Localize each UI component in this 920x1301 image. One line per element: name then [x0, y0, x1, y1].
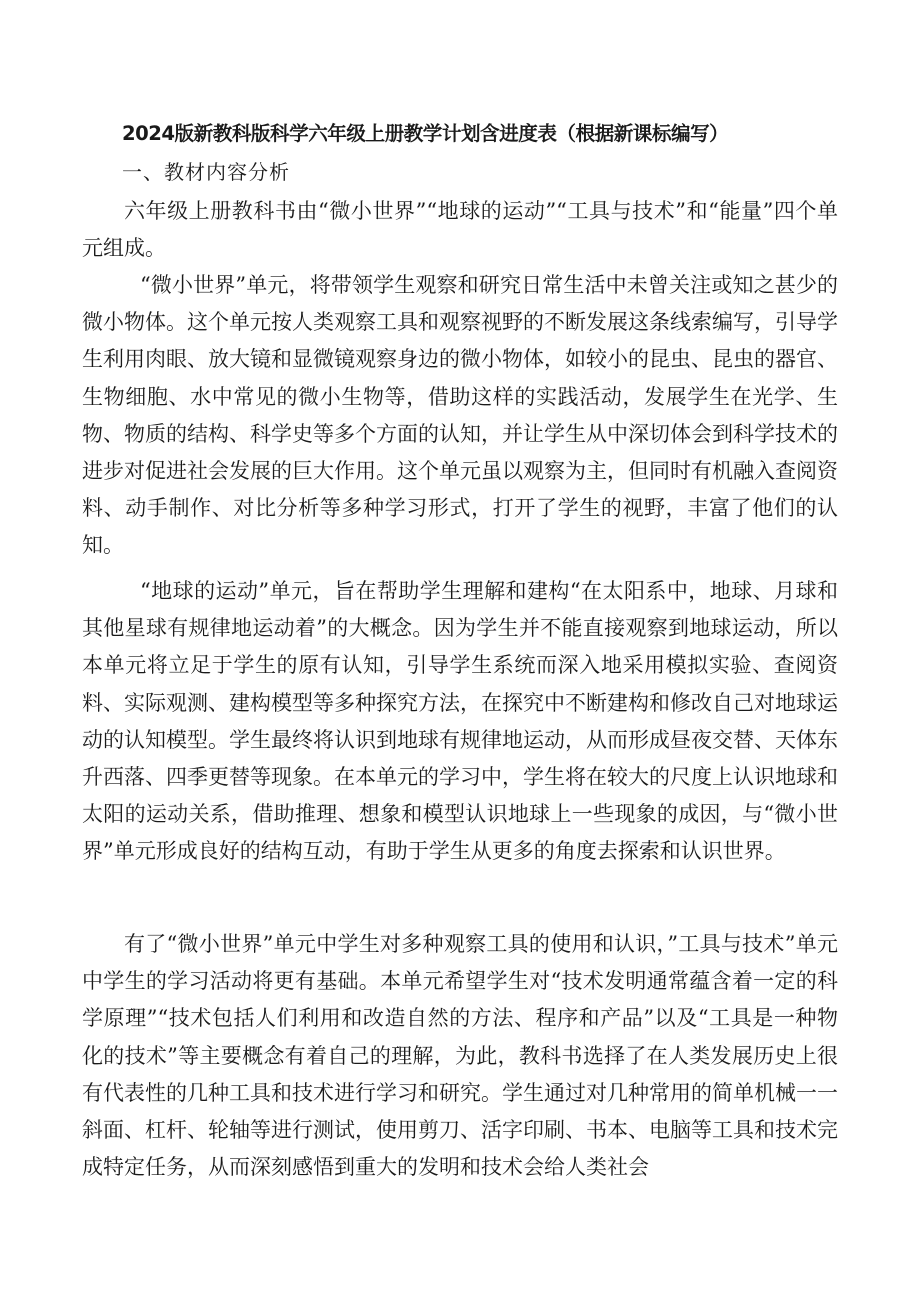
paragraph-tools-technology: 有了“微小世界”单元中学生对多种观察工具的使用和认识，”工具与技术”单元中学生的学习活动将更有基础。本单元希望学生对“技术发明通常蕴含着一定的科学原理”“技术包括人们利用和改造自然的方法、程序和产品”以及“工具是一种物化的技术”等主要概念有着自己的理解，为此，教科书选择了在人类发展历史上很有代表性的几种工具和技术进行学习和研究。学生通过对几种常用的简单机械一一斜面、杠杆、轮轴等进行测试，使用剪刀、活字印刷、书本、电脑等工具和技术完成特定任务，从而深刻感悟到重大的发明和技术会给人类社会: [82, 932, 838, 1180]
paragraph-micro-world: “微小世界”单元，将带领学生观察和研究日常生活中未曾关注或知之甚少的微小物体。这个单元按人类观察工具和观察视野的不断发展这条线索编写，引导学生利用肉眼、放大镜和显微镜观察身边的微小物体，如较小的昆虫、昆虫的器官、生物细胞、水中常见的微小生物等，借助这样的实践活动，发展学生在光学、生物、物质的结构、科学史等多个方面的认知，并让学生从中深切体会到科学技术的进步对促进社会发展的巨大作用。这个单元虽以观察为主，但同时有机融入查阅资料、动手制作、对比分析等多种学习形式，打开了学生的视野，丰富了他们的认知。: [82, 273, 838, 558]
paragraph-overview: 六年级上册教科书由“微小世界”“地球的运动”“工具与技术”和“能量”四个单元组成。: [82, 199, 838, 261]
section-heading: 一、教材内容分析: [122, 160, 290, 184]
document-title: 2024版新教科版科学六年级上册教学计划含进度表（根据新课标编写）: [122, 122, 729, 145]
paragraph-earth-motion: “地球的运动”单元，旨在帮助学生理解和建构“在太阳系中，地球、月球和其他星球有规律地运动着”的大概念。因为学生并不能直接观察到地球运动，所以本单元将立足于学生的原有认知，引导学生系统而深入地采用模拟实验、查阅资料、实际观测、建构模型等多种探究方法，在探究中不断建构和修改自己对地球运动的认知模型。学生最终将认识到地球有规律地运动，从而形成昼夜交替、天体东升西落、四季更替等现象。在本单元的学习中，学生将在较大的尺度上认识地球和太阳的运动关系，借助推理、想象和模型认识地球上一些现象的成因，与“微小世界”单元形成良好的结构互动，有助于学生从更多的角度去探索和认识世界。: [82, 579, 838, 864]
